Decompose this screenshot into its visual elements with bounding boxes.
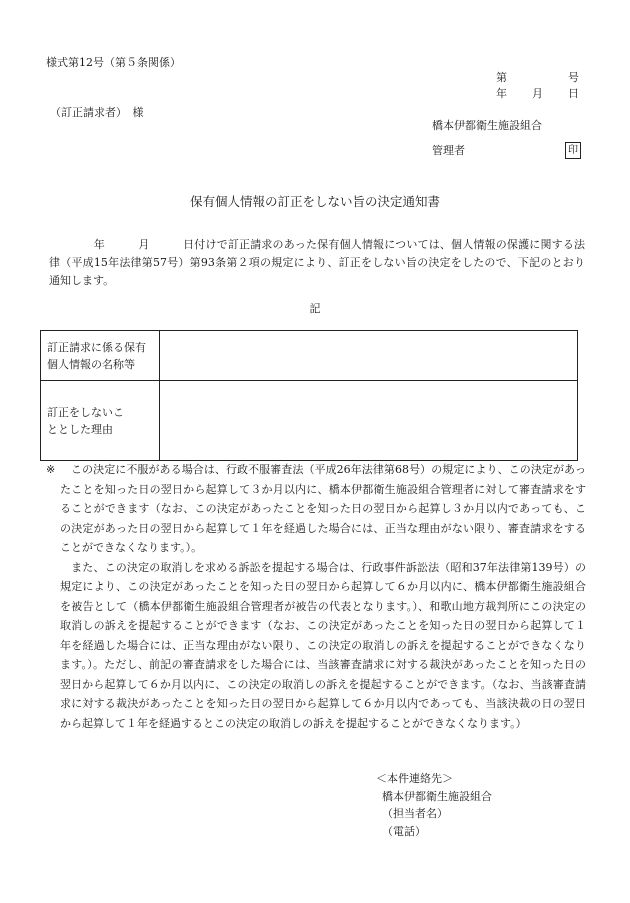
seal-mark: 印 [565, 142, 581, 159]
document-title: 保有個人情報の訂正をしない旨の決定通知書 [189, 194, 440, 209]
date-year-label: 年 [496, 87, 507, 100]
contact-block [376, 770, 492, 840]
decision-table [40, 330, 578, 461]
note-paragraph-2: また、この決定の取消しを求める訴訟を提起する場合は、行政事件訴訟法（昭和37年法律第139号）の規定により、この決定があったことを知った日の翌日から起算して６か月以内に、橋本伊都衛生施設組合を被告として（橋本伊都衛生施設組合管理者が被告の代表となります。）、和歌山地方裁判所にこの決定の取消しの訴えを提起することができます（なお、この決定があったことを知った日の翌日から起算して１年を経過した場合には、正当な理由がない限り、この決定の取消しの訴えを提起することができなくなります。）。ただし、前記の審査請求をした場合には、当該審査請求に対する裁決があったことを知った日の翌日から起算して６か月以内に、この決定の取消しの訴えを提起することができます。（なお、当該審査請求に対する裁決があったことを知った日の翌日から起算して６か月以内であっても、当該決裁の日の翌日から起算して１年を経過するとこの決定の取消しの訴えを提起することができなくなります。） [60, 560, 586, 730]
contact-organization: 橋本伊都衛生施設組合 [382, 789, 492, 803]
ki-heading: 記 [309, 302, 321, 315]
form-number: 様式第12号（第５条関係） [46, 56, 181, 69]
note-mark: ※ [46, 463, 56, 476]
note-paragraph-1: この決定に不服がある場合は、行政不服審査法（平成26年法律第68号）の規定により、この決定があったことを知った日の翌日から起算して３か月以内に、橋本伊都衛生施設組合管理者に対して審査請求をすることができます（なお、この決定があったことを知った日の翌日から起算し３か月以内であっても、この決定があった日の翌日から起算して１年を経過した場合には、正当な理由がない限り、審査請求をすることができなくなります。）。 [60, 463, 586, 554]
document-number-label-go: 号 [568, 71, 579, 84]
note-text [60, 460, 586, 733]
contact-phone: （電話） [382, 824, 426, 838]
row2-label: 訂正をしないこ ととした理由 [41, 381, 160, 461]
recipient: （訂正請求者） 様 [50, 106, 144, 119]
date-day-label: 日 [568, 87, 579, 100]
document-number-label-dai: 第 [496, 71, 507, 84]
contact-heading: ＜本件連絡先＞ [376, 772, 453, 785]
table-row [41, 381, 578, 461]
row2-value-field[interactable] [160, 381, 578, 461]
sender-role: 管理者 [432, 144, 465, 157]
date-month-label: 月 [532, 87, 543, 100]
body-paragraph: 年 月 日付けで訂正請求のあった保有個人情報については、個人情報の保護に関する法律（平成15年法律第57号）第93条第２項の規定により、訂正をしない旨の決定をしたので、下記のとおり通知します。 [49, 238, 585, 287]
body-text [49, 236, 585, 290]
contact-person: （担当者名） [382, 807, 448, 820]
row1-label: 訂正請求に係る保有 個人情報の名称等 [41, 331, 160, 381]
row1-value-field[interactable] [160, 331, 578, 381]
sender-organization: 橋本伊都衛生施設組合 [432, 119, 542, 132]
table-row [41, 331, 578, 381]
